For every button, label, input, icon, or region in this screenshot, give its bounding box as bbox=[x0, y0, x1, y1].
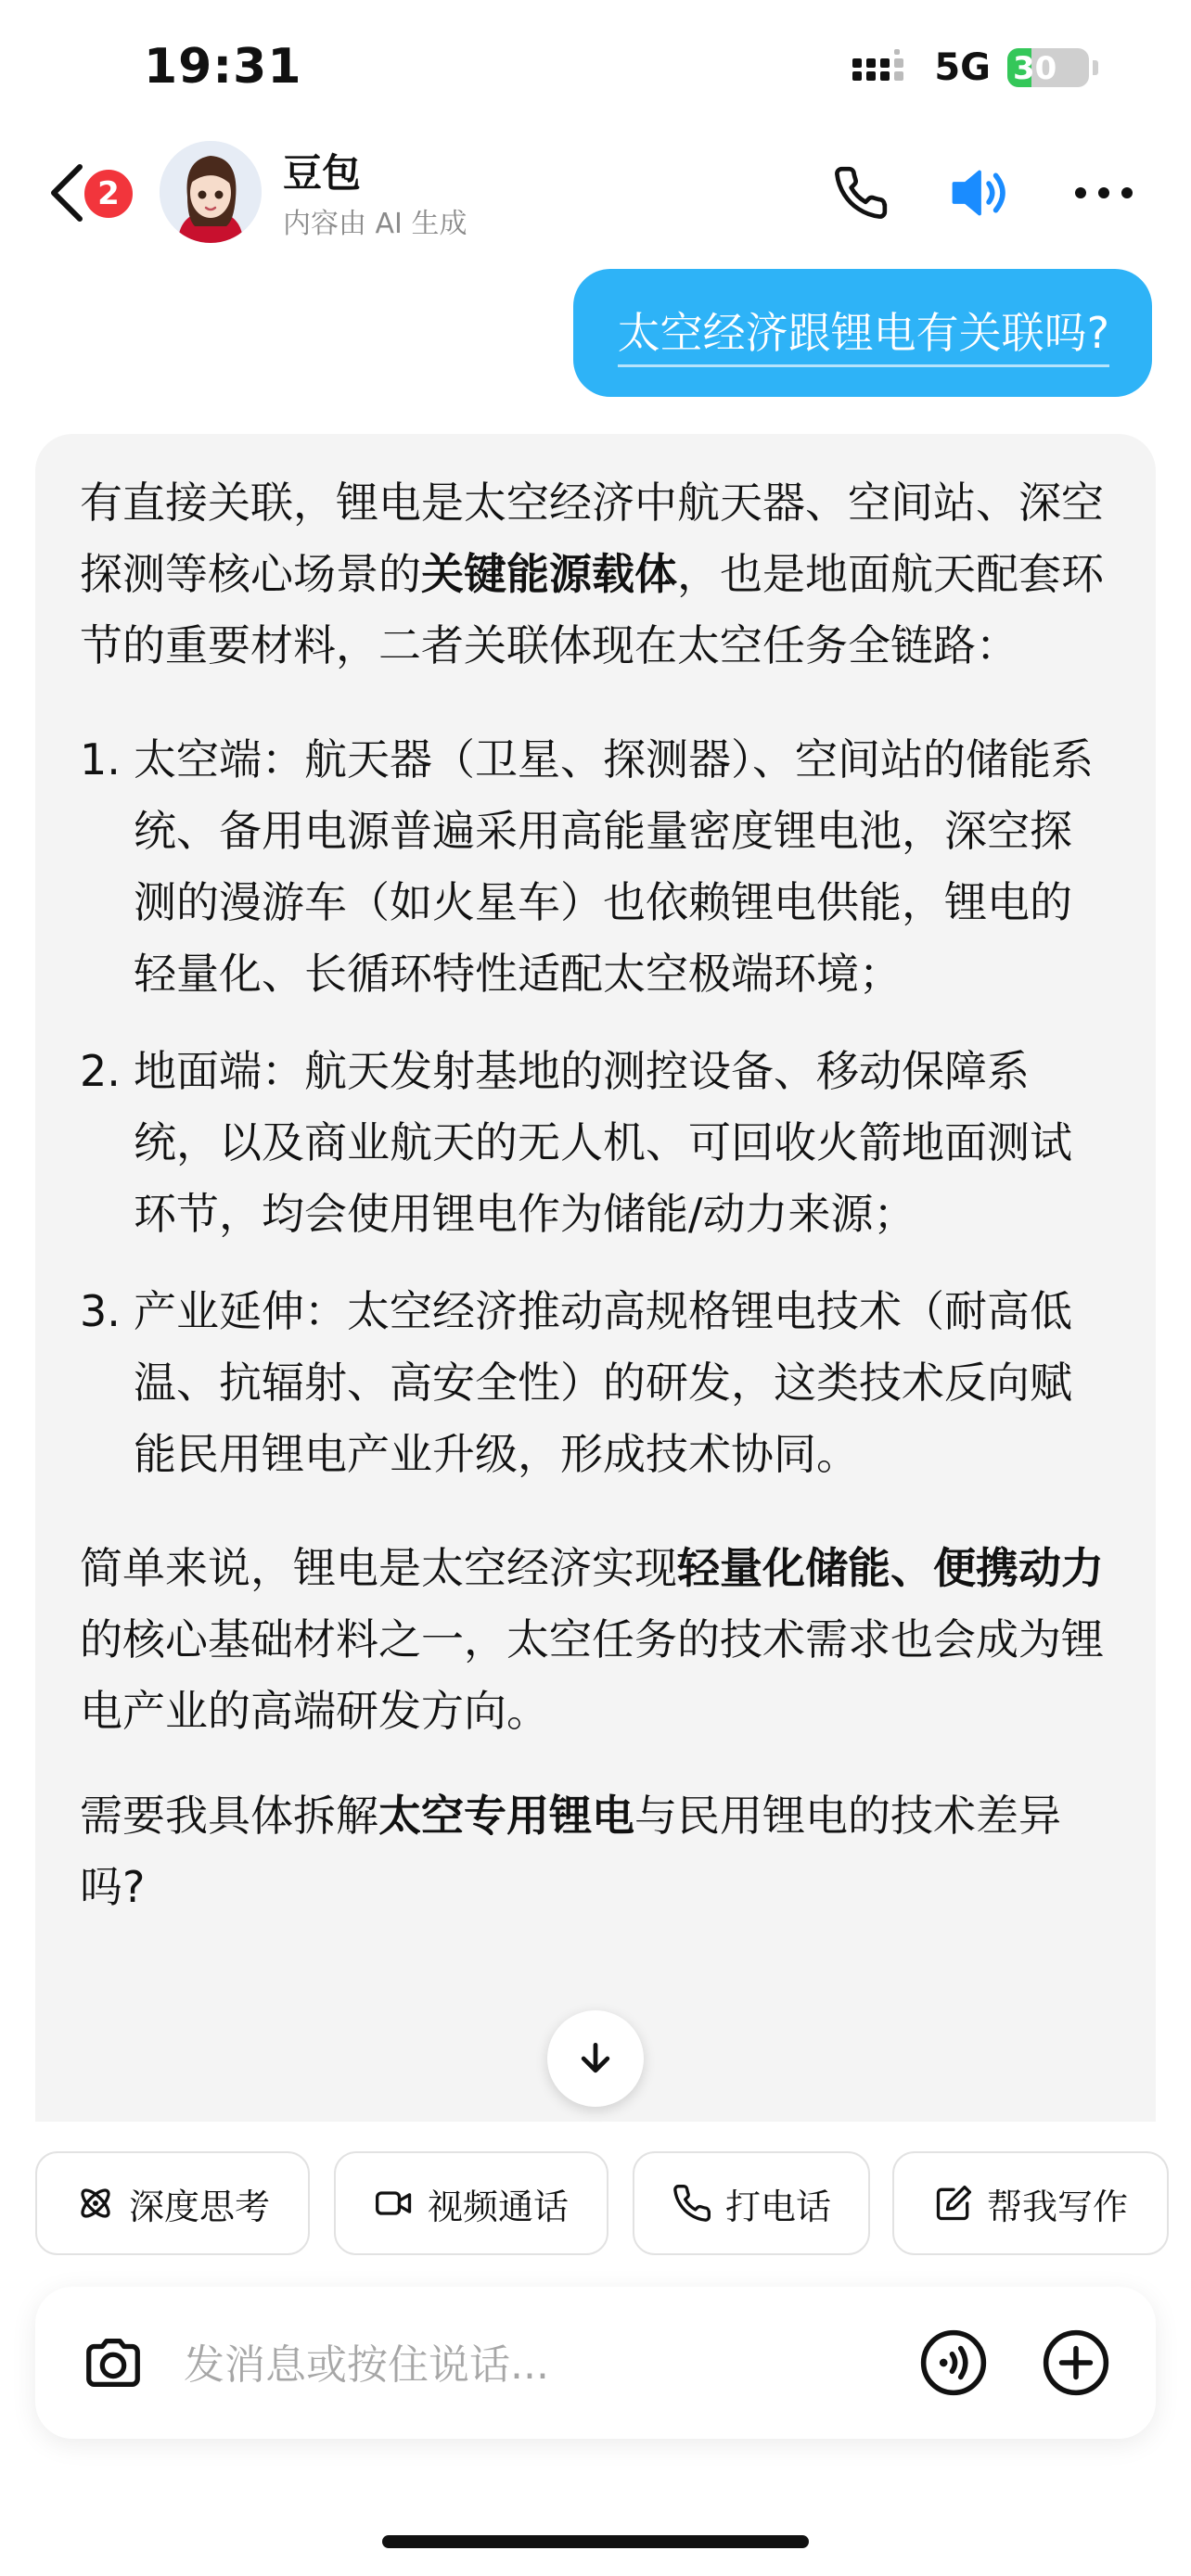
list-item-number: 3. bbox=[80, 1286, 121, 1336]
ai-summary-text-1: 简单来说，锂电是太空经济实现 bbox=[80, 1543, 677, 1593]
list-item-text: 产业延伸：太空经济推动高规格锂电技术（耐高低温、抗辐射、高安全性）的研发，这类技术反向赋能民用锂电产业升级，形成技术协同。 bbox=[134, 1286, 1072, 1479]
list-item bbox=[80, 1036, 1111, 1250]
writing-button[interactable] bbox=[892, 2151, 1169, 2255]
contact-name[interactable]: 豆包 bbox=[283, 150, 362, 196]
more-button[interactable] bbox=[1070, 159, 1137, 226]
more-icon bbox=[1073, 185, 1134, 200]
home-indicator[interactable] bbox=[382, 2535, 809, 2548]
status-bar bbox=[0, 0, 1191, 139]
speaker-button[interactable] bbox=[946, 159, 1013, 226]
avatar-portrait-icon bbox=[160, 141, 262, 243]
ai-summary-text-2: 的核心基础材料之一，太空任务的技术需求也会成为锂电产业的高端研发方向。 bbox=[80, 1614, 1104, 1736]
scroll-to-bottom-button[interactable] bbox=[547, 2010, 644, 2107]
quick-actions bbox=[0, 2151, 1191, 2255]
ai-intro-bold: 关键能源载体 bbox=[421, 549, 677, 599]
voice-call-button[interactable] bbox=[916, 2326, 991, 2400]
ai-intro-text-1: 有直接关联，锂电是太空经济中航天器、空间站、深空探测等核心场景的 bbox=[80, 478, 1104, 599]
battery-cap bbox=[1093, 60, 1098, 75]
ai-question-text-2: 与民用锂电的技术差异吗? bbox=[80, 1791, 1061, 1912]
status-indicators bbox=[852, 46, 1098, 89]
ai-intro-text-2: ，也是地面航天配套环节的重要材料，二者关联体现在太空任务全链路： bbox=[80, 549, 1104, 670]
message-input[interactable] bbox=[182, 2331, 909, 2398]
ai-question bbox=[80, 1780, 1111, 1923]
phone-call-button[interactable] bbox=[633, 2151, 870, 2255]
video-call-button[interactable] bbox=[334, 2151, 608, 2255]
list-item-number: 2. bbox=[80, 1046, 121, 1096]
chip-label: 帮我写作 bbox=[986, 2186, 1128, 2227]
camera-icon bbox=[81, 2330, 146, 2395]
edit-icon bbox=[933, 2183, 974, 2224]
list-item bbox=[80, 724, 1111, 1010]
speaker-icon bbox=[947, 164, 1012, 222]
battery-level: 30 bbox=[1013, 50, 1057, 87]
chip-label: 打电话 bbox=[724, 2186, 831, 2227]
phone-icon bbox=[672, 2183, 712, 2224]
chip-label: 视频通话 bbox=[427, 2186, 569, 2227]
ai-question-text-1: 需要我具体拆解 bbox=[80, 1791, 378, 1841]
ai-summary bbox=[80, 1533, 1111, 1747]
user-message-bubble[interactable] bbox=[573, 269, 1152, 397]
video-icon bbox=[374, 2183, 415, 2224]
avatar[interactable] bbox=[160, 141, 262, 243]
ai-intro bbox=[80, 467, 1111, 682]
chevron-left-icon bbox=[48, 163, 85, 223]
deep-think-button[interactable] bbox=[35, 2151, 310, 2255]
ai-message-bubble[interactable] bbox=[35, 434, 1156, 2122]
unread-badge: 2 bbox=[82, 167, 135, 221]
list-item-number: 1. bbox=[80, 734, 121, 784]
status-time: 19:31 bbox=[144, 39, 302, 95]
call-button[interactable] bbox=[827, 159, 894, 226]
battery-icon bbox=[1007, 48, 1089, 87]
phone-icon bbox=[832, 164, 890, 222]
ai-list bbox=[80, 724, 1111, 1490]
chat-header bbox=[0, 139, 1191, 250]
atom-icon bbox=[75, 2183, 116, 2224]
voice-wave-icon bbox=[919, 2328, 988, 2397]
signal-icon bbox=[852, 49, 917, 86]
list-item bbox=[80, 1276, 1111, 1490]
message-input-bar bbox=[35, 2287, 1156, 2439]
ai-summary-bold: 轻量化储能、便携动力 bbox=[677, 1543, 1104, 1593]
network-label: 5G bbox=[934, 46, 991, 89]
camera-button[interactable] bbox=[76, 2326, 150, 2400]
chip-label: 深度思考 bbox=[128, 2186, 270, 2227]
plus-circle-icon bbox=[1042, 2328, 1110, 2397]
ai-question-bold: 太空专用锂电 bbox=[378, 1791, 634, 1841]
ai-content-note: 内容由 AI 生成 bbox=[283, 208, 467, 240]
list-item-text: 太空端：航天器（卫星、探测器）、空间站的储能系统、备用电源普遍采用高能量密度锂电池，深空探测的漫游车（如火星车）也依赖锂电供能，锂电的轻量化、长循环特性适配太空极端环境； bbox=[134, 734, 1094, 999]
user-message-text: 太空经济跟锂电有关联吗? bbox=[618, 300, 1109, 367]
arrow-down-icon bbox=[575, 2038, 616, 2079]
add-button[interactable] bbox=[1039, 2326, 1113, 2400]
list-item-text: 地面端：航天发射基地的测控设备、移动保障系统，以及商业航天的无人机、可回收火箭地面测试环节，均会使用锂电作为储能/动力来源； bbox=[134, 1046, 1072, 1239]
